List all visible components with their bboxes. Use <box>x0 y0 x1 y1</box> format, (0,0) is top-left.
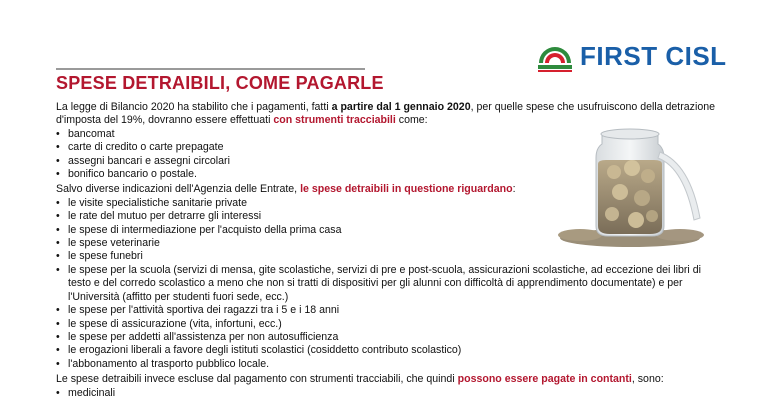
section3-text-2: , sono: <box>631 373 664 386</box>
intro-text-3: come: <box>395 114 428 127</box>
list-item: • le spese per l'attività sportiva dei ragazzi tra i 5 e i 18 anni <box>56 304 716 317</box>
list-item: • carte di credito o carte prepagate <box>56 141 538 154</box>
section2-highlight: le spese detraibili in questione riguardano <box>300 183 513 196</box>
section2-text: Salvo diverse indicazioni dell'Agenzia delle Entrate, <box>56 183 301 196</box>
list-item: • bancomat <box>56 128 538 141</box>
section3-highlight: possono essere pagate in contanti <box>457 373 632 386</box>
list-item: • le spese veterinarie <box>56 237 538 250</box>
title-divider <box>56 68 365 70</box>
intro-text: La legge di Bilancio 2020 ha stabilito che i pagamenti, fatti <box>56 101 332 113</box>
list-item: • bonifico bancario o postale. <box>56 168 538 181</box>
section3-text: Le spese detraibili invece escluse dal pagamento con strumenti tracciabili, che quindi <box>56 373 458 386</box>
article-body <box>56 101 716 400</box>
logo-text: FIRST CISL <box>580 41 727 71</box>
section3-paragraph <box>56 373 716 386</box>
intro-paragraph <box>56 101 716 128</box>
page-title: SPESE DETRAIBILI, COME PAGARLE <box>56 73 384 93</box>
list-item: • le spese per addetti all'assistenza per non autosufficienza <box>56 331 716 344</box>
intro-bold-date: a partire dal 1 gennaio 2020 <box>331 101 471 113</box>
list-item: • le visite specialistiche sanitarie private <box>56 197 538 210</box>
intro-highlight: con strumenti tracciabili <box>273 114 396 127</box>
first-cisl-logo <box>536 38 727 74</box>
section2-text-2: : <box>512 183 516 196</box>
payment-methods-list <box>56 128 716 182</box>
list-item: • assegni bancari e assegni circolari <box>56 155 538 168</box>
list-item: • le spese di intermediazione per l'acquisto della prima casa <box>56 224 538 237</box>
cisl-flag-arc-logo-icon <box>536 39 574 73</box>
section2-paragraph <box>56 183 716 196</box>
intro-text-2: , per quelle spese che usufruiscono della detrazione d'imposta del 19%, dovranno essere effettuati <box>56 101 715 127</box>
list-item: • le spese di assicurazione (vita, infortuni, ecc.) <box>56 318 716 331</box>
list-item: • le spese per la scuola (servizi di mensa, gite scolastiche, servizi di pre e post-scuola, assicurazioni scolastiche, ad eccezione dei libri di testo e del corredo scolastico a meno che non si tratti di dispositivi per gli alunni con difficoltà di apprendimento documentate) e per l'Università (affitto per studenti fuori sede, ecc.) <box>56 264 716 304</box>
list-item: • le rate del mutuo per detrarre gli interessi <box>56 210 538 223</box>
list-item: • l'abbonamento al trasporto pubblico locale. <box>56 358 716 371</box>
list-item: • le erogazioni liberali a favore degli istituti scolastici (cosiddetto contributo scolastico) <box>56 344 716 357</box>
list-item: • le spese funebri <box>56 250 538 263</box>
excluded-list <box>56 387 716 400</box>
list-item: • medicinali <box>56 387 716 400</box>
expenses-list <box>56 197 716 371</box>
